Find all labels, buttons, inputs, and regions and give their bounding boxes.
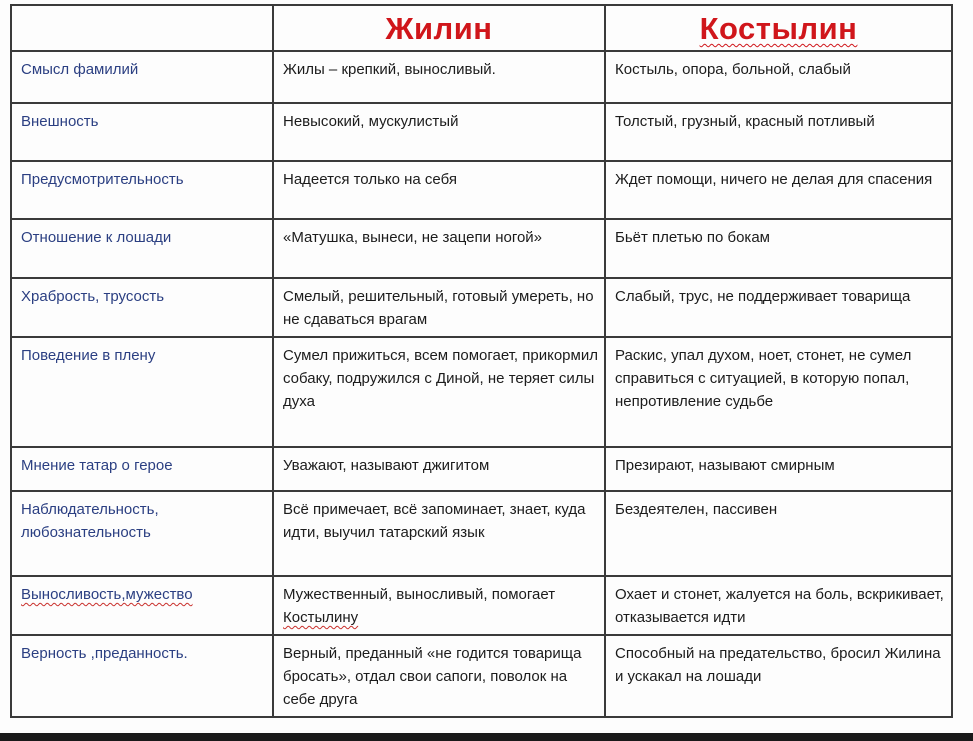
criterion-cell: Внешность <box>11 103 273 161</box>
kostylin-cell: Слабый, трус, не поддерживает товарища <box>605 278 952 337</box>
header-zhilin-label: Жилин <box>385 11 493 46</box>
kostylin-cell: Раскис, упал духом, ноет, стонет, не сумел справиться с ситуацией, в которую попал, непротивление судьбе <box>605 337 952 447</box>
criterion-cell: Отношение к лошади <box>11 219 273 278</box>
kostylin-cell: Бьёт плетью по бокам <box>605 219 952 278</box>
kostylin-cell: Способный на предательство, бросил Жилина и ускакал на лошади <box>605 635 952 717</box>
zhilin-text-underlined: Костылину <box>283 609 359 626</box>
criterion-cell: Наблюдательность, любознательность <box>11 491 273 576</box>
zhilin-cell: Жилы – крепкий, выносливый. <box>273 51 605 103</box>
header-empty-cell <box>11 5 273 51</box>
zhilin-cell: Верный, преданный «не годится товарища бросать», отдал свои сапоги, поволок на себе друга <box>273 635 605 717</box>
criterion-cell: Предусмотрительность <box>11 161 273 219</box>
zhilin-cell: Всё примечает, всё запоминает, знает, куда идти, выучил татарский язык <box>273 491 605 576</box>
table-row <box>11 337 952 447</box>
table-row <box>11 278 952 337</box>
table-row <box>11 635 952 717</box>
zhilin-cell: Надеется только на себя <box>273 161 605 219</box>
table-row <box>11 219 952 278</box>
zhilin-cell: «Матушка, вынеси, не зацепи ногой» <box>273 219 605 278</box>
zhilin-cell <box>273 576 605 635</box>
criterion-cell: Храбрость, трусость <box>11 278 273 337</box>
criterion-cell: Мнение татар о герое <box>11 447 273 491</box>
table-row <box>11 491 952 576</box>
comparison-table <box>10 4 953 718</box>
header-zhilin <box>273 5 605 51</box>
kostylin-cell: Охает и стонет, жалуется на боль, вскрикивает, отказывается идти <box>605 576 952 635</box>
table-row <box>11 103 952 161</box>
bottom-border-bar <box>0 733 973 741</box>
zhilin-text: Мужественный, выносливый, помогает <box>283 586 556 603</box>
criterion-cell <box>11 576 273 635</box>
zhilin-cell: Уважают, называют джигитом <box>273 447 605 491</box>
zhilin-cell: Сумел прижиться, всем помогает, прикормил собаку, подружился с Диной, не теряет силы духа <box>273 337 605 447</box>
criterion-text: Выносливость,мужество <box>21 586 193 603</box>
header-kostylin-label: Костылин <box>699 11 858 46</box>
table-row <box>11 447 952 491</box>
zhilin-cell: Невысокий, мускулистый <box>273 103 605 161</box>
criterion-cell: Смысл фамилий <box>11 51 273 103</box>
table-row <box>11 576 952 635</box>
criterion-cell: Поведение в плену <box>11 337 273 447</box>
zhilin-cell: Смелый, решительный, готовый умереть, но не сдаваться врагам <box>273 278 605 337</box>
kostylin-cell: Бездеятелен, пассивен <box>605 491 952 576</box>
kostylin-cell: Презирают, называют смирным <box>605 447 952 491</box>
kostylin-cell: Костыль, опора, больной, слабый <box>605 51 952 103</box>
criterion-cell: Верность ,преданность. <box>11 635 273 717</box>
table-row <box>11 161 952 219</box>
header-kostylin <box>605 5 952 51</box>
kostylin-cell: Ждет помощи, ничего не делая для спасения <box>605 161 952 219</box>
kostylin-cell: Толстый, грузный, красный потливый <box>605 103 952 161</box>
table-row <box>11 51 952 103</box>
header-row <box>11 5 952 51</box>
